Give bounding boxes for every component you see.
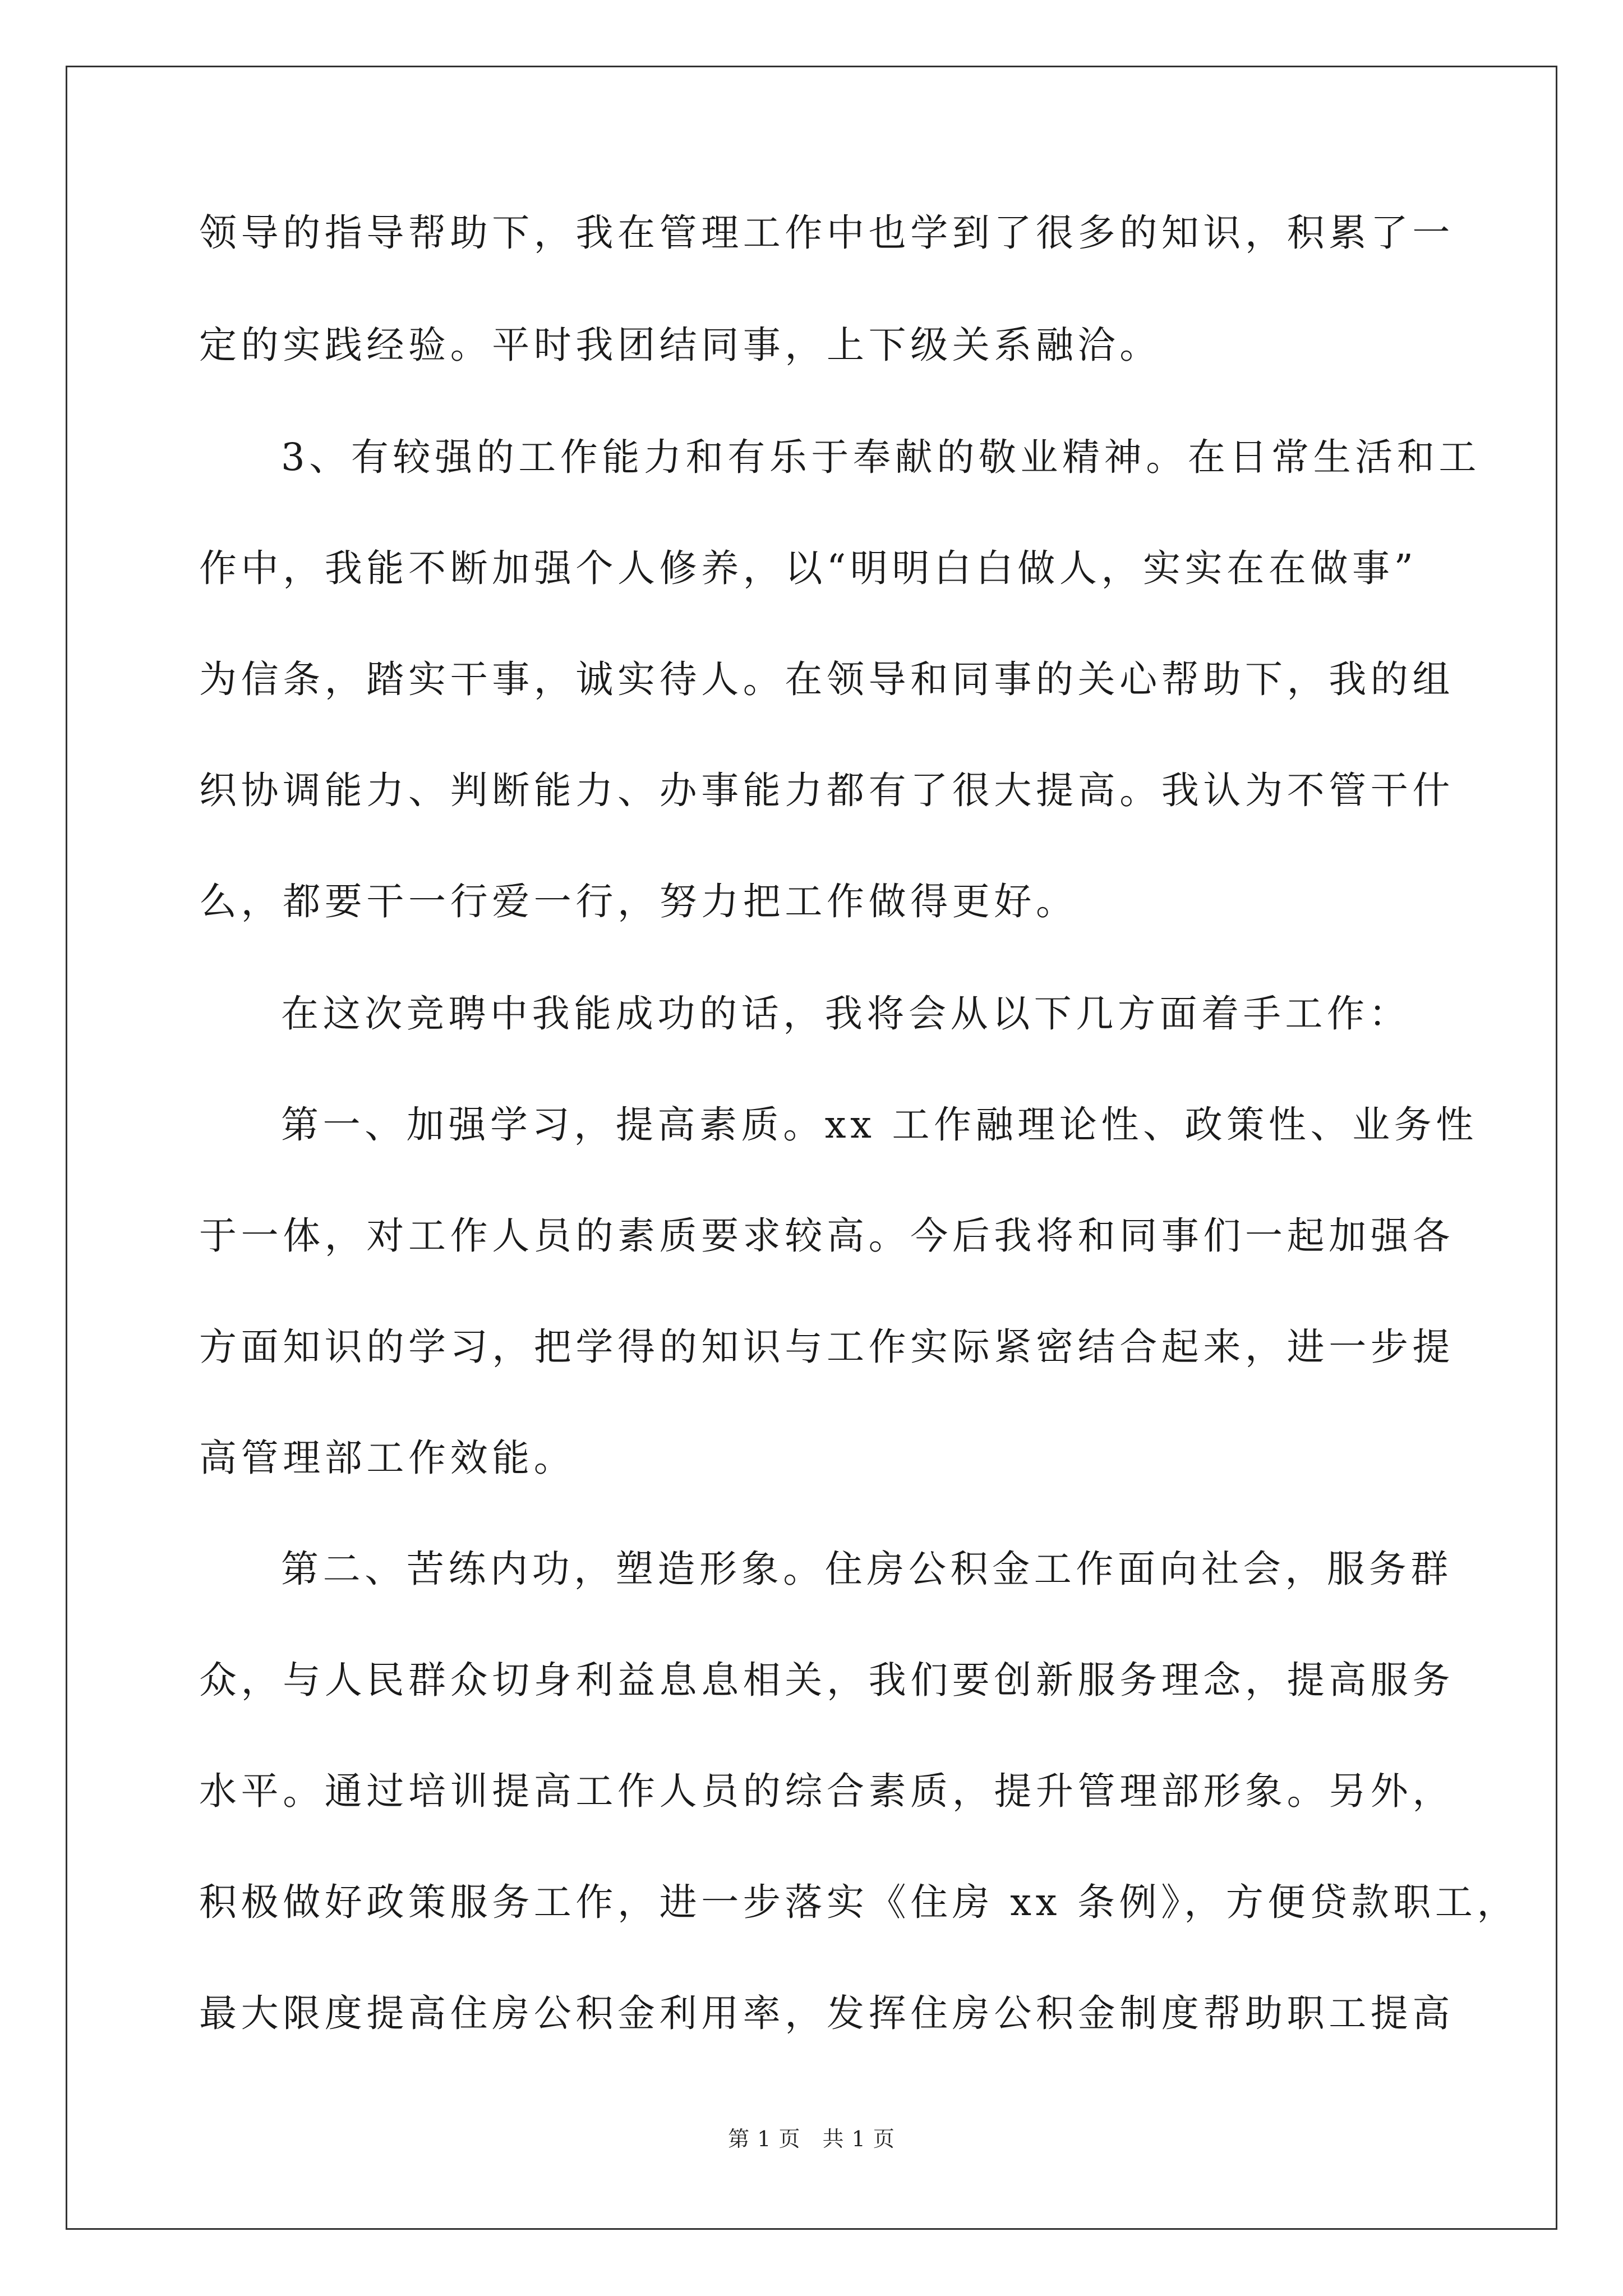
text-line: 于一体，对工作人员的素质要求较高。今后我将和同事们一起加强各	[199, 1214, 1454, 1258]
text-line: 方面知识的学习，把学得的知识与工作实际紧密结合起来，进一步提	[199, 1325, 1454, 1369]
text-line: 定的实践经验。平时我团结同事，上下级关系融洽。	[199, 323, 1161, 367]
text-line: 在这次竞聘中我能成功的话，我将会从以下几方面着手工作：	[281, 992, 1411, 1036]
text-line: 么，都要干一行爱一行，努力把工作做得更好。	[199, 880, 1078, 923]
text-line: 众，与人民群众切身利益息息相关，我们要创新服务理念，提高服务	[199, 1658, 1454, 1702]
text-line: 最大限度提高住房公积金利用率，发挥住房公积金制度帮助职工提高	[199, 1991, 1454, 2035]
text-line: 织协调能力、判断能力、办事能力都有了很大提高。我认为不管干什	[199, 769, 1454, 812]
page-number: 第 1 页 共 1 页	[728, 2127, 895, 2151]
text-line: 领导的指导帮助下，我在管理工作中也学到了很多的知识，积累了一	[199, 211, 1454, 255]
text-line: 第一、加强学习，提高素质。xx 工作融理论性、政策性、业务性	[281, 1103, 1478, 1147]
text-line: 3、有较强的工作能力和有乐于奉献的敬业精神。在日常生活和工	[281, 435, 1481, 479]
text-line: 第二、苦练内功，塑造形象。住房公积金工作面向社会，服务群	[281, 1547, 1453, 1591]
text-line: 水平。通过培训提高工作人员的综合素质，提升管理部形象。另外，	[199, 1769, 1454, 1813]
text-line: 为信条，踏实干事，诚实待人。在领导和同事的关心帮助下，我的组	[199, 657, 1454, 701]
text-line: 高管理部工作效能。	[199, 1436, 576, 1480]
text-line: 积极做好政策服务工作，进一步落实《住房 xx 条例》，方便贷款职工，	[199, 1880, 1519, 1924]
text-line: 作中，我能不断加强个人修养，以“明明白白做人，实实在在做事”	[199, 546, 1418, 590]
